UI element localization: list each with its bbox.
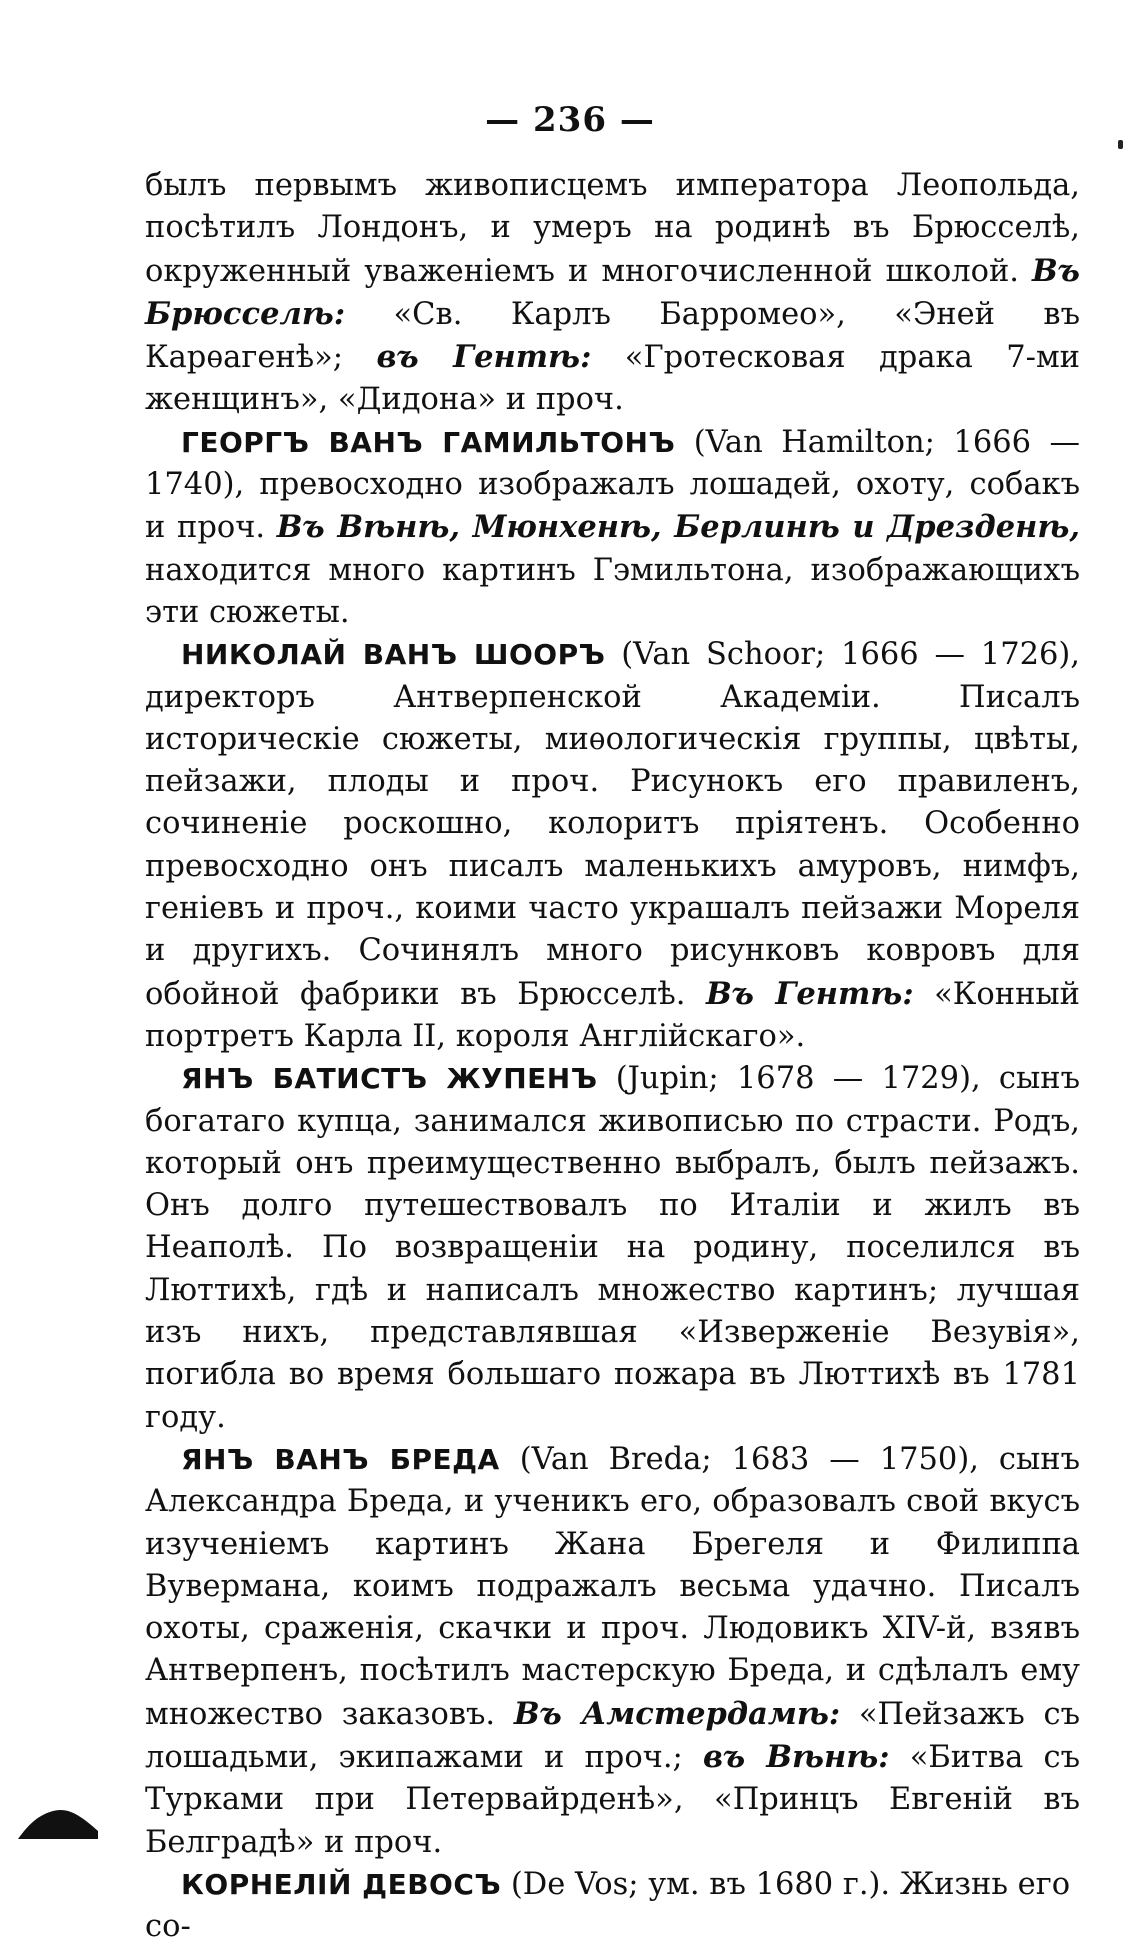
text-body [145,165,1080,1948]
artist-name: НИКОЛАЙ ВАНЪ ШООРЪ [181,638,606,672]
location-label: Въ Брюсселѣ: [145,252,1080,332]
margin-mark [1118,140,1123,149]
location-label: Въ Амстердамѣ: [513,1695,841,1732]
page-number: — 236 — [485,100,655,140]
location-label: въ Вѣнѣ: [702,1738,890,1775]
entry-jupin: ЯНЪ БАТИСТЪ ЖУПЕНЪ (Jupin; 1678 — 1729), сынъ богатаго купца, занимался живописью по страсти. Родъ, который онъ преимущественно выбралъ, былъ пейзажъ. Онъ долго путешествовалъ по Италіи и жилъ въ Неаполѣ. По возвращеніи на родину, поселился въ Люттихѣ, гдѣ и написалъ множество картинъ; лучшая изъ нихъ, представлявшая «Изверженіе Везувія», погибла во время большаго пожара въ Люттихѣ въ 1781 году. [145,1061,1080,1435]
artist-name: ГЕОРГЪ ВАНЪ ГАМИЛЬТОНЪ [181,425,676,459]
location-label: Въ Гентѣ: [705,975,914,1012]
entry-hamilton: ГЕОРГЪ ВАНЪ ГАМИЛЬТОНЪ (Van Hamilton; 1666 — 1740), превосходно изображалъ лошадей, охоту, собакъ и проч. Въ Вѣнѣ, Мюнхенѣ, Берлинѣ и Дрезденѣ, находится много картинъ Гэмильтона, изображающихъ эти сюжеты. [145,424,1081,630]
artist-name: ЯНЪ ВАНЪ БРЕДА [181,1442,500,1476]
artist-name: КОРНЕЛІЙ ДЕВОСЪ [181,1867,502,1901]
paragraph-continuation: былъ первымъ живописцемъ императора Леопольда, посѣтилъ Лондонъ, и умеръ на родинѣ въ Брюсселѣ, окруженный уваженіемъ и многочисленной школой. Въ Брюсселѣ: «Св. Карлъ Барромео», «Эней въ Карѳагенѣ»; въ Гентѣ: «Гротесковая драка 7-ми женщинъ», «Дидона» и проч. [145,168,1080,418]
entry-schoor: НИКОЛАЙ ВАНЪ ШООРЪ (Van Schoor; 1666 — 1726), директоръ Антверпенской Академіи. Писалъ историческіе сюжеты, миѳологическія группы, цвѣты, пейзажи, плоды и проч. Рисунокъ его правиленъ, сочиненіе роскошно, колоритъ пріятенъ. Особенно превосходно онъ писалъ маленькихъ амуровъ, нимфъ, геніевъ и проч., коими часто украшалъ пейзажи Мореля и другихъ. Сочинялъ много рисунковъ ковровъ для обойной фабрики въ Брюсселѣ. Въ Гентѣ: «Конный портретъ Карла II, короля Англійскаго». [145,637,1081,1054]
page-corner-ornament [18,1795,98,1839]
artist-name: ЯНЪ БАТИСТЪ ЖУПЕНЪ [181,1062,598,1096]
location-label: въ Гентѣ: [376,339,592,376]
entry-devos: КОРНЕЛІЙ ДЕВОСЪ (De Vos; ум. въ 1680 г.). Жизнь его со- [145,1866,1071,1945]
entry-breda: ЯНЪ ВАНЪ БРЕДА (Van Breda; 1683 — 1750), сынъ Александра Бреда, и ученикъ его, образовалъ свой вкусъ изученіемъ картинъ Жана Брегеля и Филиппа Вувермана, коимъ подражалъ весьма удачно. Писалъ охоты, сраженія, скачки и проч. Людовикъ XIV-й, взявъ Антверпенъ, посѣтилъ мастерскую Бреда, и сдѣлалъ ему множество заказовъ. Въ Амстердамѣ: «Пейзажъ съ лошадьми, экипажами и проч.; въ Вѣнѣ: «Битва съ Турками при Петервайрденѣ», «Принцъ Евгеній въ Белградѣ» и проч. [145,1441,1080,1860]
location-label: Въ Вѣнѣ, Мюнхенѣ, Берлинѣ и Дрезденѣ, [276,509,1080,546]
